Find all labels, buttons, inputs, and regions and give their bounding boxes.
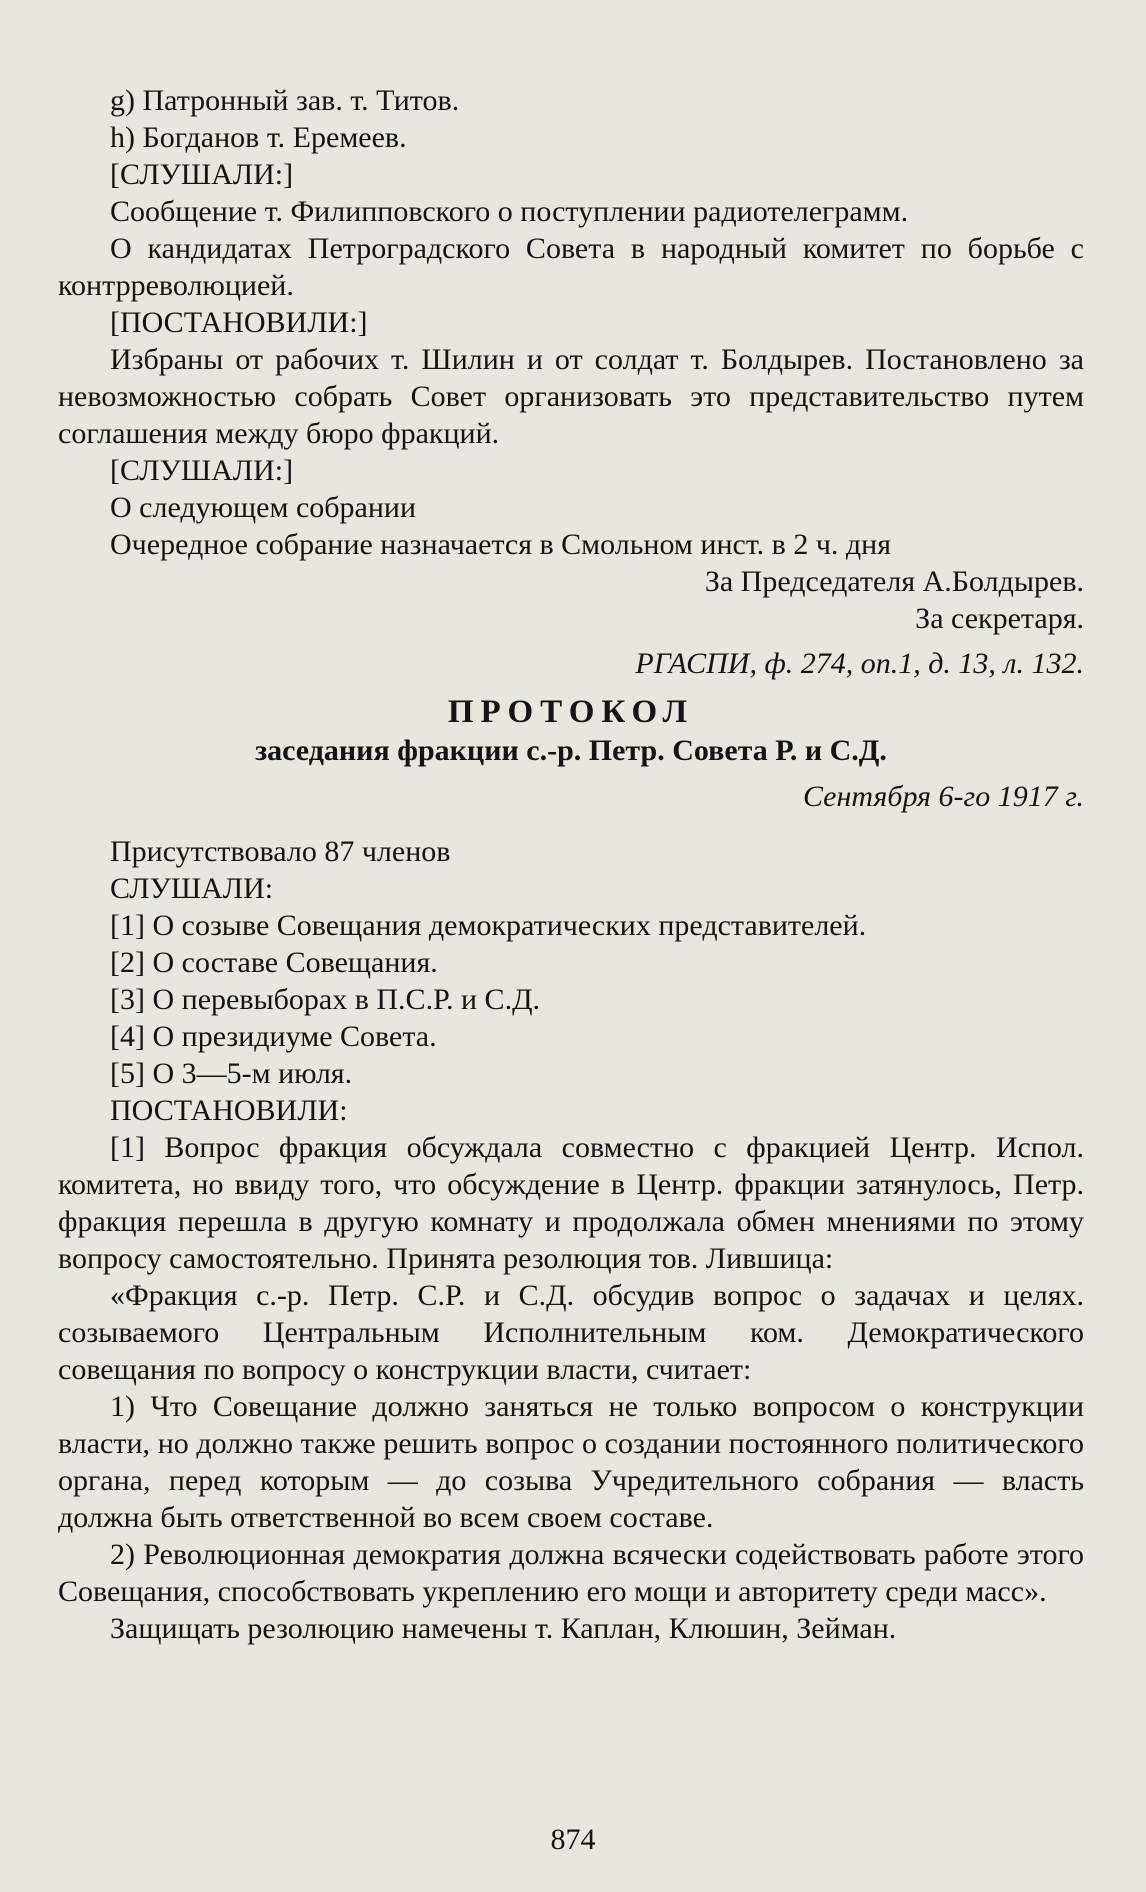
attendance-line: Присутствовало 87 членов: [110, 835, 451, 868]
heard-heading: [СЛУШАЛИ:]: [110, 158, 294, 191]
protocol-title: ПРОТОКОЛ: [447, 694, 695, 730]
resolution-paragraph-2: «Фракция с.-р. Петр. С.Р. и С.Д. обсудив вопрос о задачах и целях. созываемого Центральным Исполнительным ком. Демократического совещания по вопросу о конструкции власти, считает:: [58, 1279, 1084, 1386]
heard-heading-2: [СЛУШАЛИ:]: [110, 454, 294, 487]
list-entry-g: g) Патронный зав. т. Титов.: [110, 84, 460, 117]
chair-signature: За Председателя А.Болдырев.: [704, 565, 1084, 598]
archive-reference: РГАСПИ, ф. 274, оп.1, д. 13, л. 132.: [635, 647, 1084, 680]
resolution-paragraph-1: [1] Вопрос фракция обсуждала совместно с фракцией Центр. Испол. комитета, но ввиду того, что обсуждение в Центр. фракции затянулось, Петр. фракция перешла в другую комнату и продолжала обмен мнениями по этому вопросу самостоятельно. Принята резолюция тов. Лившица:: [58, 1131, 1084, 1275]
agenda-item-2: [2] О составе Совещания.: [110, 946, 438, 979]
agenda-item-1: [1] О созыве Совещания демократических представителей.: [110, 909, 867, 942]
agenda-item-4: [4] О президиуме Совета.: [110, 1020, 437, 1053]
agenda-item-5: [5] О 3—5-м июля.: [110, 1057, 353, 1090]
secretary-signature: За секретаря.: [915, 602, 1084, 635]
agenda-item-3: [3] О перевыборах в П.С.Р. и С.Д.: [110, 983, 541, 1016]
resolution-paragraph-3: 1) Что Совещание должно заняться не только вопросом о конструкции власти, но должно также решить вопрос о создании постоянного политического органа, перед которым — до созыва Учредительного собрания — власть должна быть ответственной во всем своем составе.: [58, 1390, 1084, 1534]
heard-label: СЛУШАЛИ:: [110, 872, 274, 905]
resolved-heading: [ПОСТАНОВИЛИ:]: [110, 306, 368, 339]
next-meeting-topic: О следующем собрании: [110, 491, 417, 524]
protocol-subtitle: заседания фракции с.-р. Петр. Совета Р. и С.Д.: [255, 734, 887, 767]
protocol-date: Сентября 6-го 1917 г.: [802, 780, 1084, 813]
elected-paragraph: Избраны от рабочих т. Шилин и от солдат т. Болдырев. Постановлено за невозможностью собрать Совет организовать это представительство путем соглашения между бюро фракций.: [58, 343, 1084, 450]
radiotelegram-message: Сообщение т. Филипповского о поступлении радиотелеграмм.: [110, 195, 909, 228]
resolution-paragraph-4: 2) Революционная демократия должна всячески содействовать работе этого Совещания, способствовать укреплению его мощи и авторитету среди масс».: [58, 1538, 1084, 1608]
page-number: 874: [550, 1823, 596, 1856]
resolved-label: ПОСТАНОВИЛИ:: [110, 1094, 348, 1127]
list-entry-h: h) Богданов т. Еремеев.: [110, 121, 407, 154]
candidates-paragraph: О кандидатах Петроградского Совета в народный комитет по борьбе с контрреволюцией.: [58, 232, 1084, 302]
next-meeting-text: Очередное собрание назначается в Смольном инст. в 2 ч. дня: [110, 528, 892, 561]
resolution-paragraph-5: Защищать резолюцию намечены т. Каплан, Клюшин, Зейман.: [110, 1612, 897, 1645]
